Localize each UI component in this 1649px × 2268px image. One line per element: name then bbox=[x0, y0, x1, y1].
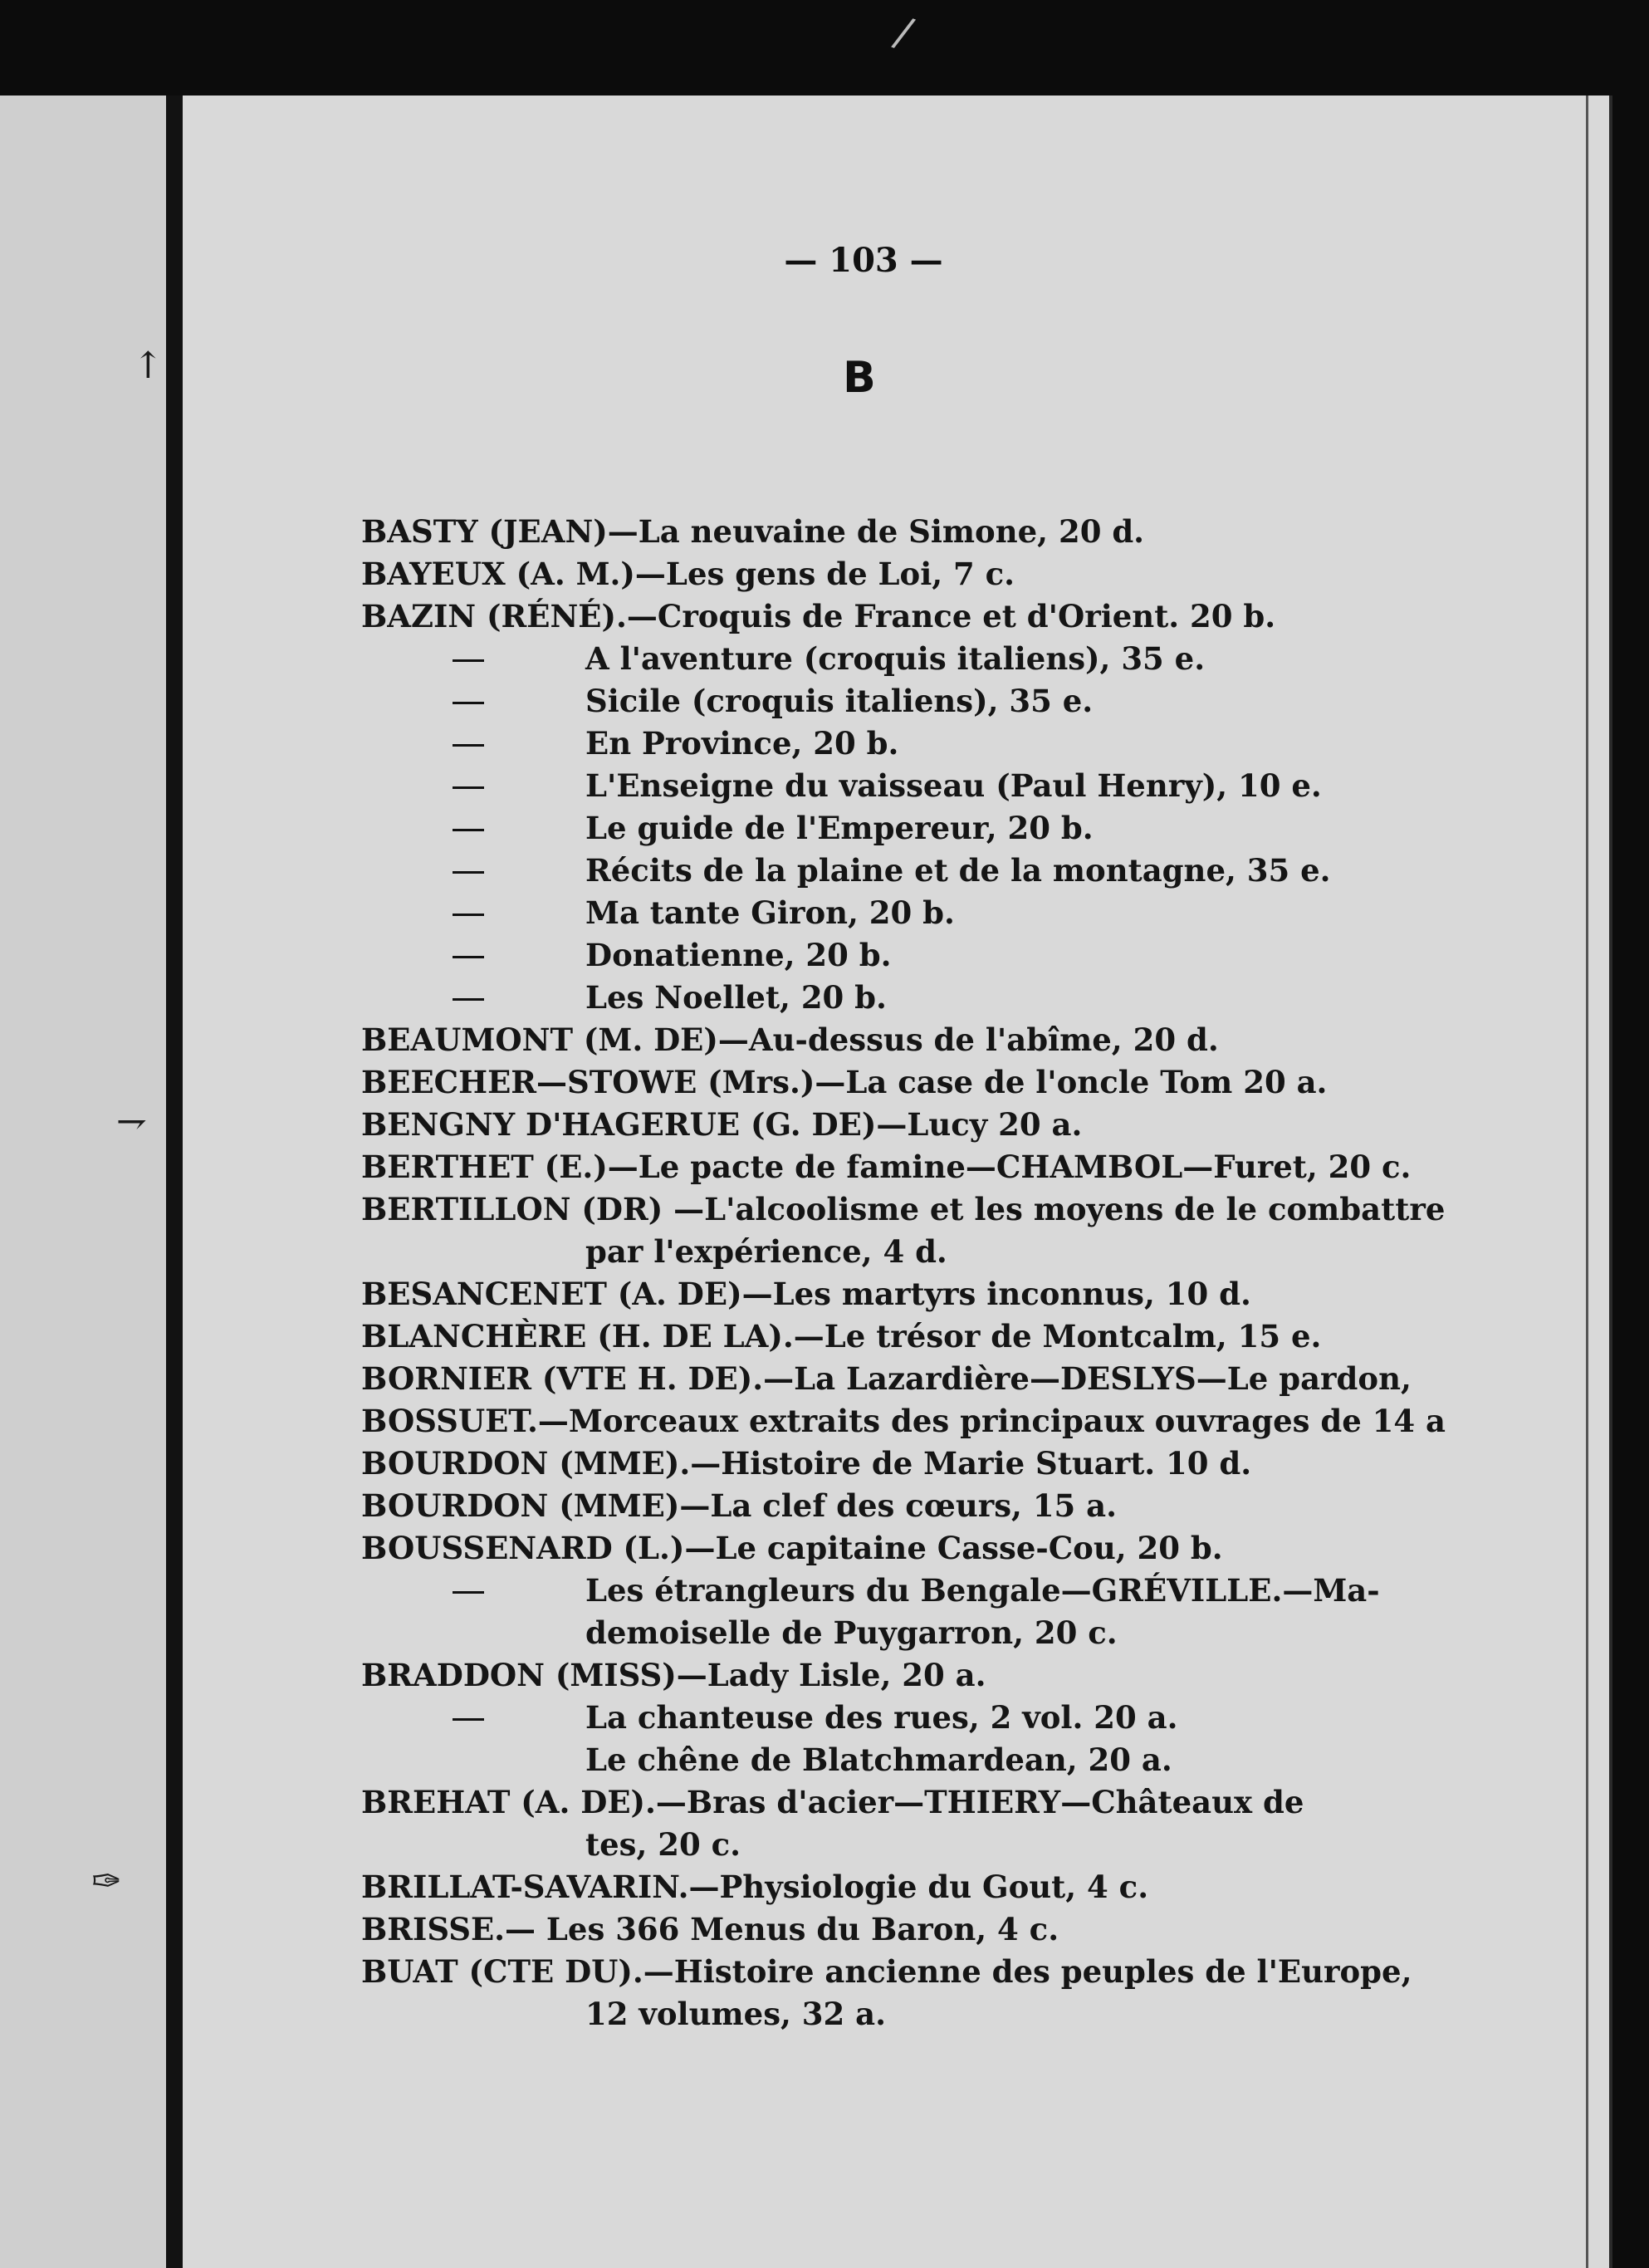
catalog-line-text: BAYEUX (A. M.)—Les gens de Loi, 7 c. bbox=[361, 556, 1015, 592]
catalog-line bbox=[0, 1146, 1609, 1188]
catalog-line bbox=[0, 1612, 1609, 1654]
catalog-line bbox=[0, 1570, 1609, 1612]
catalog-line bbox=[0, 1443, 1609, 1485]
catalog-line-text: BENGNY D'HAGERUE (G. DE)—Lucy 20 a. bbox=[361, 1106, 1083, 1143]
catalog-line bbox=[0, 1485, 1609, 1527]
catalog-line-text: BOUSSENARD (L.)—Le capitaine Casse-Cou, 20 b. bbox=[361, 1530, 1223, 1566]
catalog-line-text: BERTILLON (DR) —L'alcoolisme et les moyens de le combattre bbox=[361, 1191, 1446, 1227]
catalog-line bbox=[0, 892, 1609, 934]
catalog-line bbox=[0, 511, 1609, 553]
catalog-line-text: En Province, 20 b. bbox=[585, 725, 899, 762]
margin-mark-upper: ↑ bbox=[133, 345, 164, 387]
catalog-line bbox=[0, 1781, 1609, 1824]
ditto-dash bbox=[453, 659, 484, 662]
catalog-line-text: BRISSE.— Les 366 Menus du Baron, 4 c. bbox=[361, 1911, 1059, 1947]
margin-mark-middle: ⇁ bbox=[116, 1100, 147, 1143]
catalog-line bbox=[0, 1231, 1609, 1273]
catalog-line bbox=[0, 1654, 1609, 1697]
ditto-dash bbox=[453, 956, 484, 958]
catalog-line bbox=[0, 934, 1609, 977]
ditto-dash bbox=[453, 871, 484, 874]
catalog-line-text: BEECHER—STOWE (Mrs.)—La case de l'oncle Tom 20 a. bbox=[361, 1064, 1328, 1100]
catalog-line bbox=[0, 1273, 1609, 1315]
catalog-line-text: Le guide de l'Empereur, 20 b. bbox=[585, 810, 1094, 846]
section-heading: B bbox=[843, 353, 876, 403]
catalog-line bbox=[0, 680, 1609, 723]
catalog-line bbox=[0, 553, 1609, 595]
catalog-line-text: BRADDON (MISS)—Lady Lisle, 20 a. bbox=[361, 1657, 986, 1693]
scanned-page bbox=[0, 96, 1612, 2268]
catalog-line bbox=[0, 1993, 1609, 2035]
catalog-line bbox=[0, 1866, 1609, 1908]
catalog-line-text: BAZIN (RÉNÉ).—Croquis de France et d'Orient. 20 b. bbox=[361, 598, 1276, 634]
scan-top-border bbox=[0, 0, 1649, 96]
catalog-line-text: BEAUMONT (M. DE)—Au-dessus de l'abîme, 20 d. bbox=[361, 1021, 1219, 1058]
catalog-line bbox=[0, 1019, 1609, 1061]
catalog-line bbox=[0, 723, 1609, 765]
scan-scratch: / bbox=[888, 7, 919, 58]
catalog-line-text: BESANCENET (A. DE)—Les martyrs inconnus, 10 d. bbox=[361, 1276, 1251, 1312]
catalog-line bbox=[0, 765, 1609, 807]
catalog-line-text: BERTHET (E.)—Le pacte de famine—CHAMBOL—Furet, 20 c. bbox=[361, 1149, 1412, 1185]
catalog-line-text: Sicile (croquis italiens), 35 e. bbox=[585, 683, 1094, 719]
catalog-line bbox=[0, 1061, 1609, 1104]
catalog-line-text: Récits de la plaine et de la montagne, 35 e. bbox=[585, 852, 1331, 889]
catalog-line bbox=[0, 595, 1609, 638]
catalog-line-text: Ma tante Giron, 20 b. bbox=[585, 894, 955, 931]
catalog-line bbox=[0, 1358, 1609, 1400]
catalog-line-text: BASTY (JEAN)—La neuvaine de Simone, 20 d. bbox=[361, 513, 1145, 550]
catalog-entries bbox=[0, 511, 1609, 2035]
catalog-line bbox=[0, 1908, 1609, 1951]
catalog-line bbox=[0, 850, 1609, 892]
catalog-line-text: La chanteuse des rues, 2 vol. 20 a. bbox=[585, 1699, 1178, 1736]
catalog-line-text: BLANCHÈRE (H. DE LA).—Le trésor de Montcalm, 15 e. bbox=[361, 1318, 1322, 1354]
catalog-line-text: Le chêne de Blatchmardean, 20 a. bbox=[585, 1741, 1172, 1778]
catalog-line-text: BREHAT (A. DE).—Bras d'acier—THIERY—Châteaux de bbox=[361, 1784, 1304, 1820]
catalog-line bbox=[0, 1739, 1609, 1781]
catalog-line-text: Les Noellet, 20 b. bbox=[585, 979, 887, 1016]
catalog-line-text: BOSSUET.—Morceaux extraits des principaux ouvrages de 14 a bbox=[361, 1403, 1446, 1439]
catalog-line-text: Les étrangleurs du Bengale—GRÉVILLE.—Ma- bbox=[585, 1572, 1380, 1609]
catalog-line-text: 12 volumes, 32 a. bbox=[585, 1996, 887, 2032]
catalog-line bbox=[0, 1697, 1609, 1739]
ditto-dash bbox=[453, 998, 484, 1001]
catalog-line-text: BOURDON (MME).—Histoire de Marie Stuart. 10 d. bbox=[361, 1445, 1252, 1482]
catalog-line bbox=[0, 1951, 1609, 1993]
ditto-dash bbox=[453, 744, 484, 747]
catalog-line-text: BOURDON (MME)—La clef des cœurs, 15 a. bbox=[361, 1487, 1118, 1524]
catalog-line-text: demoiselle de Puygarron, 20 c. bbox=[585, 1614, 1118, 1651]
catalog-line bbox=[0, 807, 1609, 850]
catalog-line bbox=[0, 1527, 1609, 1570]
catalog-line-text: par l'expérience, 4 d. bbox=[585, 1233, 947, 1270]
catalog-line bbox=[0, 1104, 1609, 1146]
catalog-line-text: BRILLAT-SAVARIN.—Physiologie du Gout, 4 c. bbox=[361, 1869, 1149, 1905]
catalog-line bbox=[0, 977, 1609, 1019]
catalog-line bbox=[0, 1315, 1609, 1358]
catalog-line bbox=[0, 1824, 1609, 1866]
catalog-line-text: tes, 20 c. bbox=[585, 1826, 741, 1863]
catalog-line-text: BORNIER (VTE H. DE).—La Lazardière—DESLYS—Le pardon, bbox=[361, 1360, 1412, 1397]
catalog-line-text: BUAT (CTE DU).—Histoire ancienne des peuples de l'Europe, bbox=[361, 1953, 1412, 1990]
ditto-dash bbox=[453, 702, 484, 704]
ditto-dash bbox=[453, 914, 484, 916]
page-number: — 103 — bbox=[784, 241, 943, 280]
ditto-dash bbox=[453, 786, 484, 789]
ditto-dash bbox=[453, 829, 484, 831]
catalog-line-text: Donatienne, 20 b. bbox=[585, 937, 892, 973]
catalog-line-text: L'Enseigne du vaisseau (Paul Henry), 10 e. bbox=[585, 767, 1322, 804]
margin-mark-lower: ✑ bbox=[91, 1860, 122, 1903]
ditto-dash bbox=[453, 1591, 484, 1594]
catalog-line bbox=[0, 1188, 1609, 1231]
ditto-dash bbox=[453, 1718, 484, 1721]
catalog-line-text: A l'aventure (croquis italiens), 35 e. bbox=[585, 640, 1206, 677]
catalog-line bbox=[0, 638, 1609, 680]
catalog-line bbox=[0, 1400, 1609, 1443]
